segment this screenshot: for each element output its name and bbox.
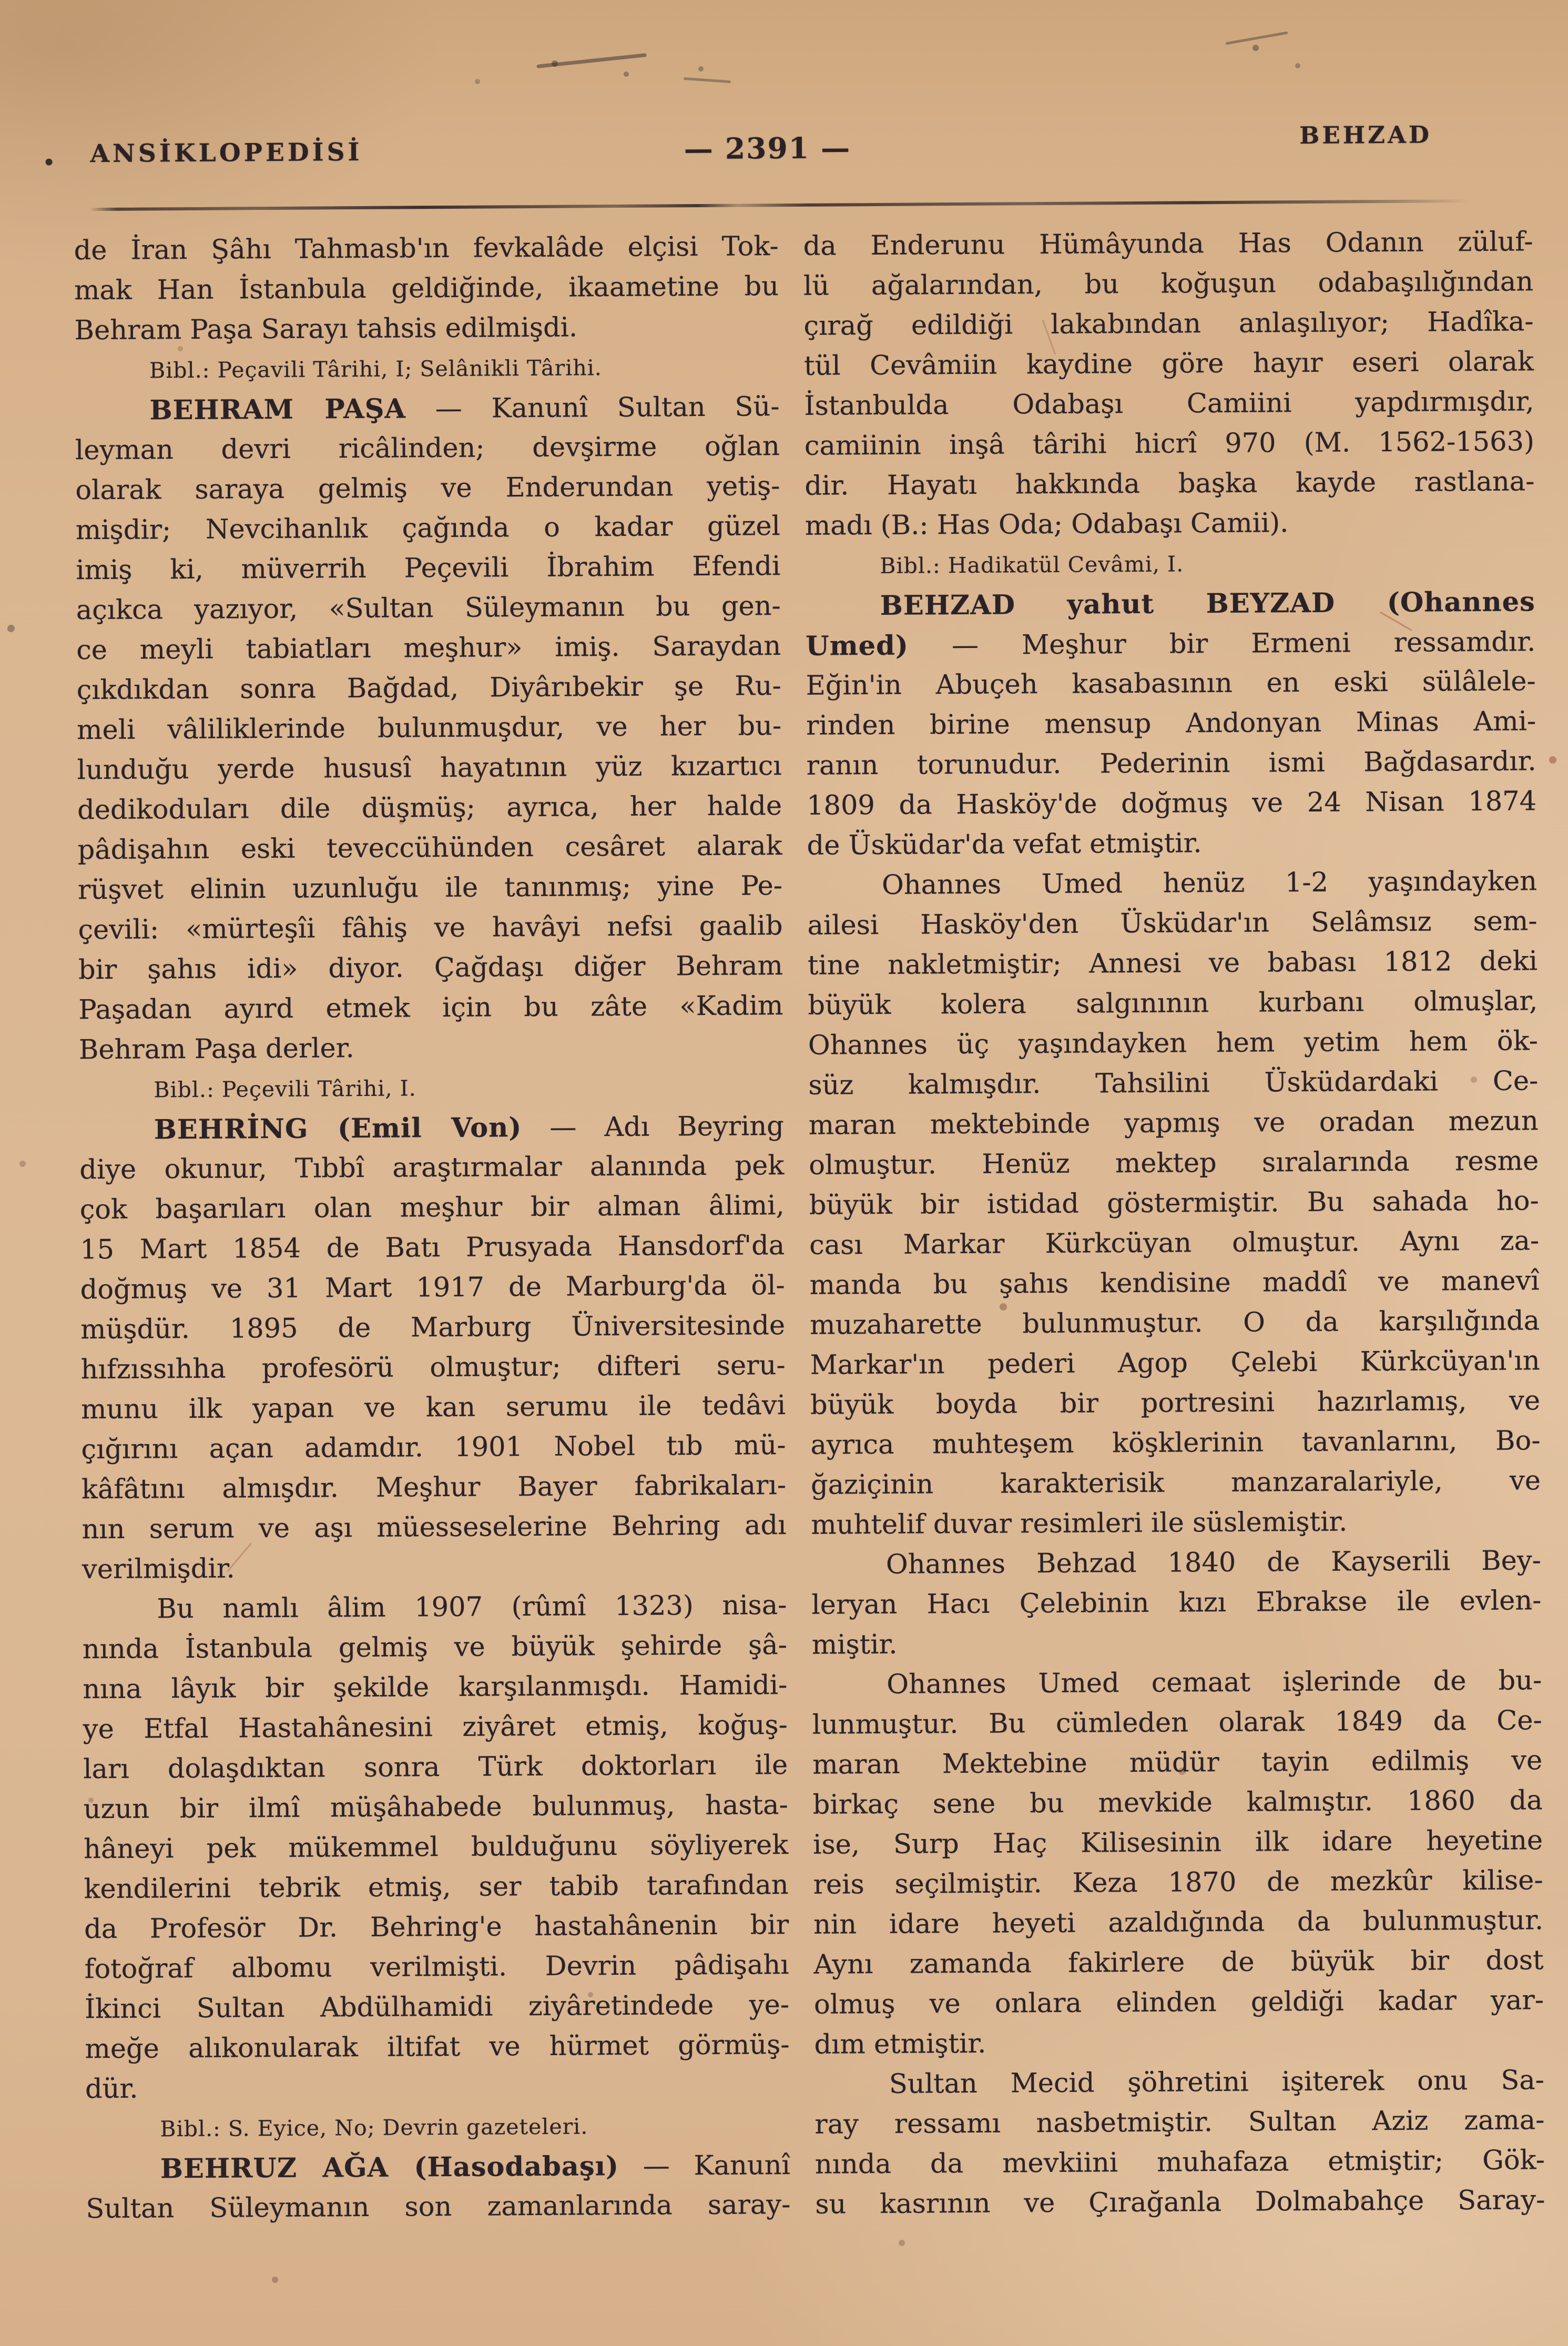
- text-line: çığırını açan adamdır. 1901 Nobel tıb mü-: [81, 1430, 786, 1466]
- header-rule: [89, 199, 1470, 211]
- header-entry-guide: BEHZAD: [1299, 120, 1432, 150]
- text-line: ayrıca muhteşem köşklerinin tavanlarını, Bo-: [810, 1425, 1541, 1461]
- text-line: BEHRUZ AĞA (Hasodabaşı) — Kanunî: [160, 2150, 791, 2185]
- text-line: rinden birine mensup Andonyan Minas Ami-: [806, 706, 1536, 742]
- text-line: kendilerini tebrik etmiş, ser tabib tarafından: [84, 1870, 789, 1905]
- text-line: 15 Mart 1854 de Batı Prusyada Hansdorf'da: [80, 1230, 785, 1266]
- text-line: olmuştur. Henüz mektep sıralarında resme: [809, 1145, 1539, 1181]
- text-line: doğmuş ve 31 Mart 1917 de Marburg'da öl-: [80, 1270, 785, 1306]
- text-line: ise, Surp Haç Kilisesinin ilk idare heyetine: [812, 1825, 1543, 1861]
- text-line: Sultan Süleymanın son zamanlarında saray-: [86, 2189, 791, 2225]
- text-line: büyük boyda bir portresini hazırlamış, ve: [810, 1385, 1541, 1421]
- text-line: açıkca yazıyor, «Sultan Süleymanın bu gen-: [76, 591, 781, 626]
- text-line: çok başarıları olan meşhur bir alman âlimi,: [79, 1190, 785, 1226]
- text-line: imiş ki, müverrih Peçevili İbrahim Efendi: [76, 551, 781, 586]
- text-line: büyük bir istidad göstermiştir. Bu sahada ho-: [809, 1185, 1539, 1221]
- text-line: Ohannes üç yaşındayken hem yetim hem ök-: [808, 1025, 1539, 1061]
- text-line: de İran Şâhı Tahmasb'ın fevkalâde elçisi Tok-: [74, 231, 779, 267]
- text-line: İkinci Sultan Abdülhamidi ziyâretindede ye-: [84, 1989, 790, 2025]
- text-line: mişdir; Nevcihanlık çağında o kadar güzel: [75, 511, 781, 546]
- text-line: Bu namlı âlim 1907 (rûmî 1323) nisa-: [157, 1590, 787, 1625]
- text-line: çırağ edildiği lakabından anlaşılıyor; Hadîka-: [803, 306, 1534, 342]
- text-line: Umed) — Meşhur bir Ermeni ressamdır.: [806, 626, 1536, 662]
- text-line: Markar'ın pederi Agop Çelebi Kürkcüyan'ın: [810, 1345, 1540, 1381]
- text-line: ye Etfal Hastahânesini ziyâret etmiş, koğuş-: [83, 1710, 788, 1745]
- text-line: hıfzıssıhha profesörü olmuştur; difteri seru-: [80, 1350, 786, 1386]
- column-right: [803, 222, 1545, 2225]
- text-line: nına lâyık bir şekilde karşılanmışdı. Hamidi-: [83, 1670, 788, 1705]
- text-line: tül Cevâmiin kaydine göre hayır eseri olarak: [803, 346, 1534, 382]
- text-line: birkaç sene bu mevkide kalmıştır. 1860 da: [812, 1785, 1543, 1821]
- text-line: çevili: «mürteşîi fâhiş ve havâyi nefsi gaalib: [78, 910, 783, 946]
- text-line: verilmişdir.: [82, 1553, 235, 1586]
- text-line: mak Han İstanbula geldiğinde, ikaametine bu: [74, 271, 779, 307]
- text-line: dım etmiştir.: [814, 2028, 986, 2060]
- text-line: ce meyli tabiatları meşhur» imiş. Saraydan: [76, 631, 781, 666]
- text-line: meli vâliliklerinde bulunmuşdur, ve her bu-: [77, 710, 782, 746]
- text-line: munu ilk yapan ve kan serumu ile tedâvi: [80, 1390, 786, 1426]
- text-line: ray ressamı nasbetmiştir. Sultan Aziz zama-: [814, 2105, 1545, 2140]
- text-line: Bibl.: S. Eyice, No; Devrin gazeteleri.: [160, 2114, 588, 2142]
- text-line: ları dolaşdıktan sonra Türk doktorları ile: [83, 1750, 788, 1785]
- text-line: Eğin'in Abuçeh kasabasının en eski sülâlele-: [806, 666, 1536, 702]
- text-line: bir şahıs idi» diyor. Çağdaşı diğer Behram: [78, 950, 783, 986]
- text-line: Behram Paşa Sarayı tahsis edilmişdi.: [74, 312, 578, 347]
- text-line: maran mektebinde yapmış ve oradan mezun: [808, 1105, 1539, 1141]
- text-line: dir. Hayatı hakkında başka kayde rastlana-: [805, 466, 1535, 502]
- text-line: İstanbulda Odabaşı Camiini yapdırmışdır,: [804, 386, 1534, 422]
- text-line: Paşadan ayırd etmek için bu zâte «Kadim: [78, 990, 783, 1026]
- text-line: lunduğu yerde hususî hayatının yüz kızartıcı: [77, 750, 782, 786]
- text-line: dedikoduları dile düşmüş; ayrıca, her halde: [77, 790, 782, 826]
- text-line: lunmuştur. Bu cümleden olarak 1849 da Ce-: [812, 1705, 1542, 1741]
- text-line: meğe alıkonularak iltifat ve hürmet görmüş-: [85, 2029, 790, 2065]
- text-line: camiinin inşâ târihi hicrî 970 (M. 1562-1563): [804, 426, 1535, 462]
- paper-specks: [0, 0, 3, 3]
- text-line: Behram Paşa derler.: [78, 1033, 354, 1066]
- text-line: BEHRİNG (Emil Von) — Adı Beyring: [154, 1111, 785, 1146]
- text-line: BEHZAD yahut BEYZAD (Ohannes: [880, 586, 1535, 622]
- text-line: müşdür. 1895 de Marburg Üniversitesinde: [80, 1310, 786, 1346]
- text-line: da Enderunu Hümâyunda Has Odanın züluf-: [803, 226, 1533, 262]
- text-line: Bibl.: Peçavili Târihi, I; Selânikli Târihi.: [149, 355, 602, 383]
- text-line: manda bu şahıs kendisine maddî ve manevî: [809, 1265, 1540, 1301]
- text-line: süz kalmışdır. Tahsilini Üsküdardaki Ce-: [808, 1065, 1539, 1101]
- text-line: su kasrının ve Çırağanla Dolmabahçe Saray-: [815, 2185, 1545, 2220]
- text-line: uzun bir ilmî müşâhabede bulunmuş, hasta-: [83, 1790, 788, 1825]
- text-line: tine nakletmiştir; Annesi ve babası 1812 deki: [807, 946, 1538, 981]
- text-line: büyük kolera salgınının kurbanı olmuşlar,: [808, 986, 1538, 1021]
- text-line: BEHRAM PAŞA — Kanunî Sultan Sü-: [149, 391, 780, 426]
- text-line: 1809 da Hasköy'de doğmuş ve 24 Nisan 1874: [806, 786, 1537, 821]
- text-line: da Profesör Dr. Behring'e hastahânenin bir: [84, 1910, 789, 1945]
- text-line: olarak saraya gelmiş ve Enderundan yetiş-: [75, 471, 780, 506]
- header-journal-title: ANSİKLOPEDİSİ: [90, 137, 363, 169]
- text-line: diye okunur, Tıbbî araştırmalar alanında pek: [79, 1150, 785, 1186]
- text-line: ğaziçinin karakterisik manzaralariyle, ve: [810, 1465, 1541, 1501]
- text-line: madı (B.: Has Oda; Odabaşı Camii).: [805, 507, 1289, 542]
- header-page-number: — 2391 —: [684, 130, 851, 166]
- text-line: nın serum ve aşı müesseselerine Behring adı: [82, 1510, 787, 1546]
- text-line: Sultan Mecid şöhretini işiterek onu Sa-: [889, 2065, 1545, 2100]
- text-line: Ohannes Umed henüz 1-2 yaşındayken: [881, 866, 1538, 901]
- text-line: ranın torunudur. Pederinin ismi Bağdasardır.: [806, 746, 1536, 781]
- text-line: cası Markar Kürkcüyan olmuştur. Aynı za-: [809, 1225, 1540, 1261]
- text-line: dür.: [85, 2073, 138, 2105]
- text-line: rüşvet elinin uzunluğu ile tanınmış; yine Pe-: [77, 870, 783, 906]
- text-line: fotoğraf albomu verilmişti. Devrin pâdişahı: [84, 1949, 789, 1985]
- text-line: çıkdıkdan sonra Bağdad, Diyârıbekir şe Ru-: [76, 671, 781, 706]
- text-line: kâfâtını almışdır. Meşhur Bayer fabrikaları-: [81, 1470, 787, 1506]
- text-line: Ohannes Umed cemaat işlerinde de bu-: [887, 1665, 1542, 1700]
- text-line: Aynı zamanda fakirlere de büyük bir dost: [813, 1945, 1544, 1981]
- text-line: muzaharette bulunmuştur. O da karşılığında: [809, 1305, 1540, 1341]
- text-line: muhtelif duvar resimleri ile süslemiştir.: [811, 1506, 1348, 1541]
- text-line: nında İstanbula gelmiş ve büyük şehirde şâ-: [82, 1630, 788, 1665]
- text-line: Bibl.: Peçevili Târihi, I.: [154, 1075, 416, 1103]
- ink-speck-dot: [46, 159, 53, 166]
- text-line: maran Mektebine müdür tayin edilmiş ve: [812, 1745, 1543, 1781]
- text-line: lü ağalarından, bu koğuşun odabaşılığından: [803, 266, 1534, 302]
- text-line: hâneyi pek mükemmel bulduğunu söyliyerek: [84, 1830, 789, 1865]
- text-line: nında da mevkiini muhafaza etmiştir; Gök-: [814, 2145, 1545, 2180]
- text-line: Ohannes Behzad 1840 de Kayserili Bey-: [885, 1545, 1542, 1580]
- text-line: leyman devri ricâlinden; devşirme oğlan: [75, 431, 780, 466]
- text-line: leryan Hacı Çelebinin kızı Ebrakse ile evlen-: [811, 1585, 1542, 1621]
- text-line: olmuş ve onlara elinden geldiği kadar yar-: [813, 1985, 1544, 2020]
- text-line: pâdişahın eski teveccühünden cesâret alarak: [77, 830, 782, 866]
- text-line: miştir.: [811, 1629, 898, 1661]
- text-line: Bibl.: Hadikatül Cevâmi, I.: [880, 551, 1184, 578]
- text-line: nin idare heyeti azaldığında da bulunmuştur.: [813, 1905, 1544, 1941]
- text-line: ailesi Hasköy'den Üsküdar'ın Selâmsız sem-: [807, 906, 1538, 941]
- text-line: reis seçilmiştir. Keza 1870 de mezkûr kilise-: [813, 1865, 1543, 1901]
- column-left: [74, 227, 790, 2229]
- text-line: de Üsküdar'da vefat etmiştir.: [807, 828, 1202, 861]
